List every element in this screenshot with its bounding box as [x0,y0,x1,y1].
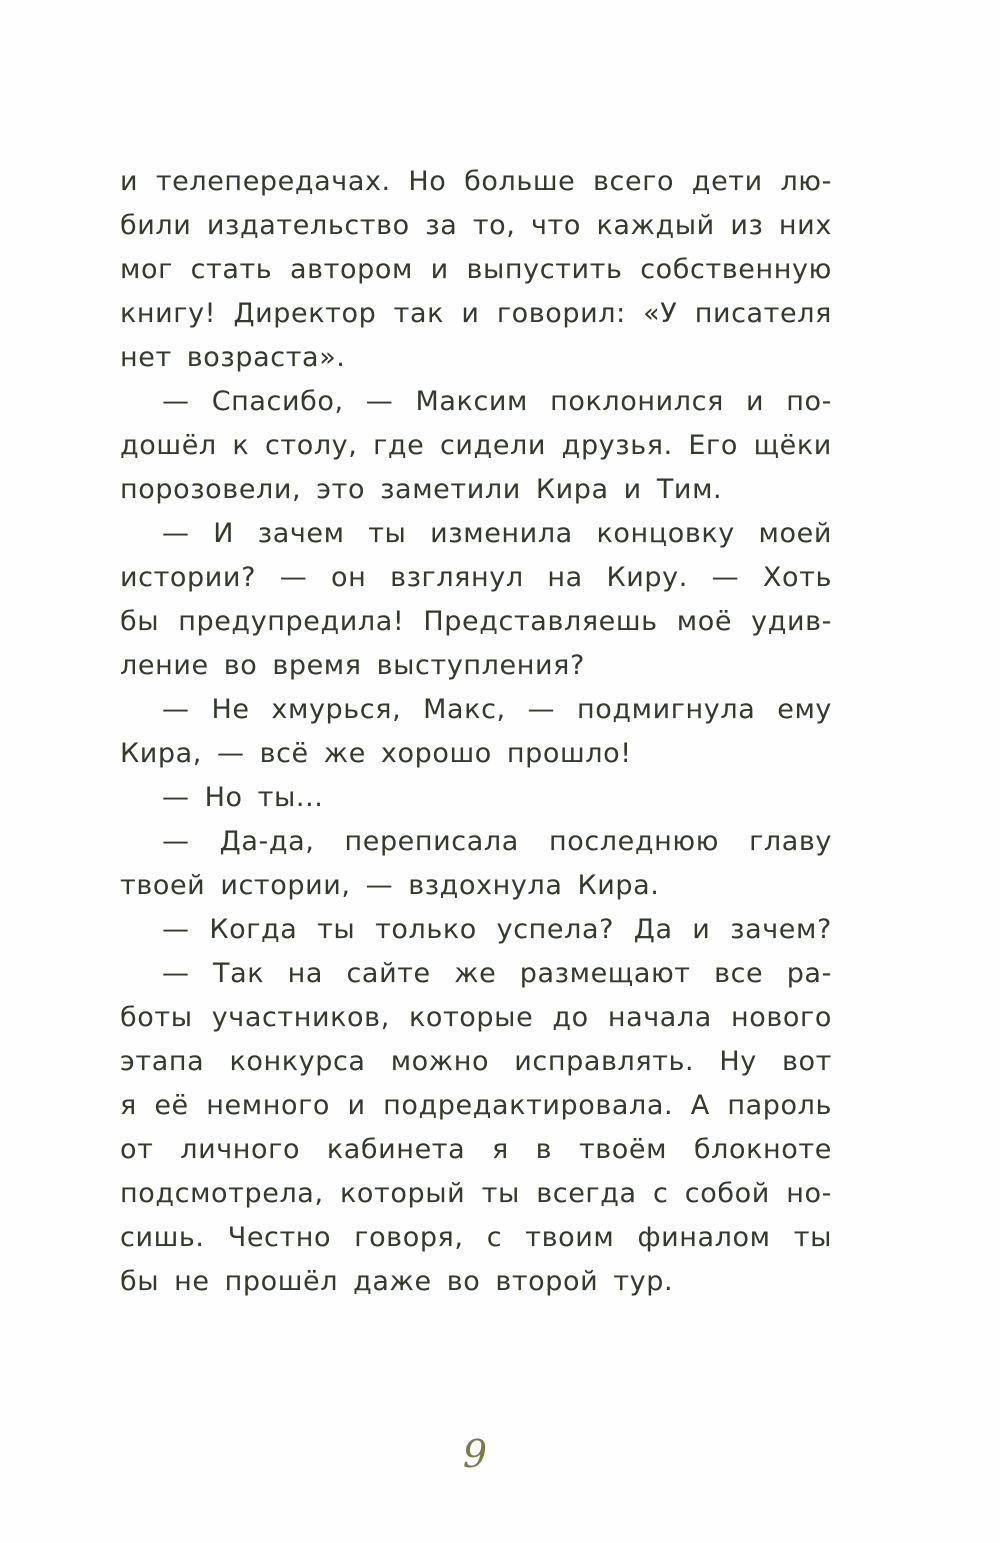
word: до [552,1002,589,1033]
text-line [120,820,832,864]
word: хорошо [380,738,492,769]
text-line [120,1128,832,1172]
text-line [120,556,832,600]
word: что [531,210,581,241]
word: больше [464,166,576,197]
word: Его [688,430,738,461]
word: ему [777,694,832,725]
word: начала [607,1002,712,1033]
word: выпустить [466,254,623,285]
word: Киру. [606,562,688,593]
word: по- [786,386,832,417]
word: поклонился [550,386,724,417]
word: на [547,562,583,593]
word: который [340,1178,466,1209]
word: время [272,650,362,681]
word: И [213,518,235,549]
word: твоей [120,870,206,901]
text-line [120,688,832,732]
word: А [690,1090,710,1121]
word: нового [731,1002,832,1033]
word: нет [120,342,172,373]
word: и [623,474,642,505]
word: лю- [780,166,832,197]
word: Представляешь [423,606,658,637]
word: же [323,738,366,769]
word: — [162,694,190,725]
word: всего [593,166,675,197]
word: этапа [120,1046,205,1077]
word: конкурса [229,1046,366,1077]
word: и [461,298,480,329]
word: боты [120,1002,193,1033]
word: издательство [206,210,410,241]
word: главу [749,826,832,857]
word: пароль [727,1090,832,1121]
word: сайте [346,958,431,989]
word: участников, [211,1002,390,1033]
word: заметили [380,474,521,505]
word: — [162,914,190,945]
word: всегда [536,1178,637,1209]
word: не [174,1266,210,1297]
text-line [120,732,832,776]
text-line [120,996,832,1040]
word: из [730,210,764,241]
word: — [365,386,394,417]
word: говорил: [496,298,626,329]
word: «У [643,298,678,329]
word: успела? [496,914,615,945]
text-line [120,380,832,424]
word: это [316,474,366,505]
word: за [425,210,458,241]
word: взглянул [390,562,524,593]
word: ты [481,1178,520,1209]
text-line [120,248,832,292]
text-line [120,1172,832,1216]
text-line [120,1216,832,1260]
word: моей [758,518,832,549]
word: Честно [227,1222,332,1253]
word: и [430,254,449,285]
text-line [120,204,832,248]
word: все [714,958,764,989]
word: я [492,1134,509,1165]
word: он [331,562,367,593]
text-line [120,1260,832,1304]
word: Кира [535,474,609,505]
word: Да [633,914,673,945]
word: — [162,826,190,857]
word: ление [120,650,209,681]
word: всё [259,738,309,769]
word: её [154,1090,189,1121]
word: били [120,210,192,241]
text-line [120,1040,832,1084]
word: — [365,870,394,901]
word: Спасибо, [211,386,344,417]
word: Да-да, [219,826,315,857]
word: удив- [751,606,832,637]
word: но- [786,1178,832,1209]
word: Кира, [120,738,202,769]
text-line [120,908,832,952]
text-line [120,292,832,336]
word: Максим [415,386,529,417]
word: — [162,958,190,989]
text-line [120,512,832,556]
word: концовку [596,518,735,549]
word: личного [180,1134,301,1165]
word: Но [204,782,243,813]
word: ра- [786,958,832,989]
word: где [373,430,425,461]
text-line [120,1084,832,1128]
word: телепередачах. [155,166,391,197]
word: даже [353,1266,432,1297]
word: — [162,518,190,549]
word: Когда [209,914,298,945]
word: Хоть [762,562,832,593]
word: во [223,650,258,681]
word: подредактировала. [383,1090,674,1121]
word: финалом [637,1222,771,1253]
word: книгу! [120,298,217,329]
text-line [120,864,832,908]
word: от [120,1134,154,1165]
word: Директор [233,298,377,329]
word: прошёл [224,1266,339,1297]
word: вздохнула [408,870,563,901]
text-line [120,336,832,380]
word: на [287,958,324,989]
word: с [486,1222,503,1253]
word: столу, [264,430,358,461]
word: с [652,1178,669,1209]
word: Кира. [577,870,660,901]
word: — [162,782,190,813]
word: тур. [613,1266,674,1297]
word: бы [120,606,160,637]
word: я [120,1090,137,1121]
word: блокноте [693,1134,832,1165]
text-line [120,600,832,644]
word: писателя [694,298,832,329]
word: немного [206,1090,330,1121]
word: хмурься, [271,694,402,725]
word: зачем? [730,914,832,945]
word: собой [684,1178,770,1209]
text-line [120,424,832,468]
word: можно [390,1046,490,1077]
word: — [279,562,308,593]
word: ты [317,914,356,945]
word: Тим. [656,474,723,505]
word: второй [495,1266,599,1297]
text-line [120,776,832,820]
word: вот [782,1046,832,1077]
word: них [778,210,832,241]
word: дошёл [120,430,217,461]
word: и [692,914,711,945]
word: и [120,166,139,197]
word: Макс, [423,694,506,725]
word: зачем [257,518,345,549]
page-number: 9 [462,1432,488,1476]
body-text [120,160,832,1304]
word: то, [472,210,516,241]
word: собственную [640,254,832,285]
word: кабинета [326,1134,466,1165]
text-line [120,468,832,512]
word: Ну [719,1046,757,1077]
word: — [162,386,190,417]
word: только [375,914,477,945]
word: изменила [430,518,573,549]
word: говоря, [354,1222,464,1253]
word: в [535,1134,553,1165]
word: и [347,1090,366,1121]
word: прошло! [506,738,632,769]
word: истории, [220,870,351,901]
word: твоим [525,1222,615,1253]
text-line [120,160,832,204]
word: ты [793,1222,832,1253]
word: Не [211,694,250,725]
word: Но [408,166,447,197]
word: подмигнула [577,694,756,725]
word: переписала [344,826,519,857]
word: сидели [439,430,547,461]
word: же [454,958,497,989]
word: — [216,738,245,769]
word: — [711,562,740,593]
word: исправлять. [514,1046,695,1077]
word: подсмотрела, [120,1178,324,1209]
word: каждый [596,210,715,241]
word: предупредила! [178,606,405,637]
word: которые [408,1002,534,1033]
word: друзья. [561,430,673,461]
word: щёки [753,430,832,461]
text-line [120,952,832,996]
word: ты [368,518,407,549]
word: и [746,386,765,417]
word: дети [691,166,763,197]
word: во [446,1266,481,1297]
text-line [120,644,832,688]
word: моё [676,606,733,637]
word: так [393,298,445,329]
word: выступления? [376,650,585,681]
word: истории? [120,562,257,593]
word: твоём [578,1134,668,1165]
word: последнюю [548,826,720,857]
word: размещают [519,958,691,989]
word: бы [120,1266,160,1297]
word: автором [290,254,413,285]
word: порозовели, [120,474,302,505]
word: ты... [257,782,324,813]
word: к [232,430,250,461]
word: — [527,694,556,725]
word: возраста». [186,342,346,373]
word: мог [120,254,173,285]
word: Так [213,958,265,989]
word: сишь. [120,1222,205,1253]
word: стать [190,254,273,285]
